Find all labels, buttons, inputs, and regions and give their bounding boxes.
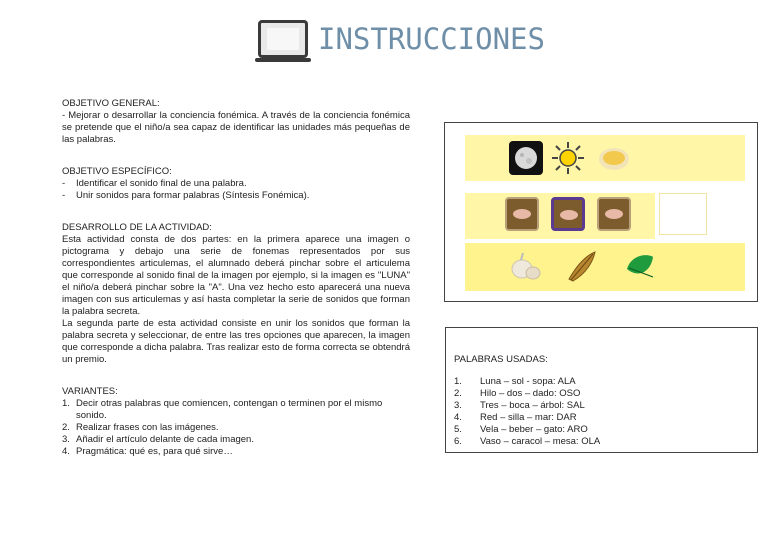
activity-preview xyxy=(444,122,758,302)
objetivo-especifico-heading: OBJETIVO ESPECÍFICO: xyxy=(62,166,172,177)
garlic-icon[interactable] xyxy=(509,249,543,283)
list-item: 4. Pragmática: qué es, para qué sirve… xyxy=(62,446,233,457)
list-item: 4. Red – silla – mar: DAR xyxy=(454,411,577,423)
mouth-icon[interactable] xyxy=(505,197,539,231)
soup-icon[interactable] xyxy=(597,141,631,175)
objetivo-general-text: - Mejorar o desarrollar la conciencia fonémica. A través de la conciencia fonémica se pretende que el niño/a sea capaz de identificar las unidades más pequeñas de las palabras. xyxy=(62,110,410,145)
objetivos-especificos-list xyxy=(62,178,410,202)
leaf-icon[interactable] xyxy=(623,249,657,283)
list-item: 1. Decir otras palabras que comiencen, contengan o terminen por el mismo sonido. xyxy=(62,398,383,421)
palabras-heading: PALABRAS USADAS: xyxy=(454,353,548,365)
feather-icon[interactable] xyxy=(565,249,599,283)
list-item: 6. Vaso – caracol – mesa: OLA xyxy=(454,435,601,447)
list-item: 2. Hilo – dos – dado: OSO xyxy=(454,387,581,399)
page-title: INSTRUCCIONES xyxy=(318,22,545,56)
answer-slot xyxy=(659,193,707,235)
header xyxy=(258,16,545,62)
desarrollo-paragraph-2: La segunda parte de esta actividad consiste en unir los sonidos que forman la palabra secreta y seleccionar, de entre las tres opciones que aparecen, la imagen que corresponde a dicha palabra. Tras realizar esto de forma correcta se obtendrá un premio. xyxy=(62,318,410,365)
list-item: 3. Tres – boca – árbol: SAL xyxy=(454,399,585,411)
objetivo-general-heading: OBJETIVO GENERAL: xyxy=(62,98,160,109)
mouth-icon[interactable] xyxy=(551,197,585,231)
list-item: 3. Añadir el artículo delante de cada imagen. xyxy=(62,434,254,445)
instructions-document xyxy=(62,98,410,458)
options-row xyxy=(465,243,745,291)
mouth-icon[interactable] xyxy=(597,197,631,231)
variantes-list xyxy=(62,398,410,458)
moon-icon[interactable] xyxy=(509,141,543,175)
list-item: 1. Luna – sol - sopa: ALA xyxy=(454,375,576,387)
desarrollo-paragraph-1: Esta actividad consta de dos partes: en la primera aparece una imagen o pictograma y debajo una serie de fonemas representados por sus correspondientes articulemas, el alumnado deberá pinchar sobre el articulema que corresponde al sonido final de la imagen por ejemplo, si la imagen es "LUNA" el niño/a deberá pinchar sobre la "A". Una vez hecho esto aparecerá una nueva imagen con sus articulemas y así hasta completar la serie de sonidos que forman la palabra secreta. xyxy=(62,234,410,317)
list-item: 5. Vela – beber – gato: ARO xyxy=(454,423,588,435)
sun-icon[interactable] xyxy=(551,141,585,175)
list-item: 2. Realizar frases con las imágenes. xyxy=(62,422,219,433)
desarrollo-heading: DESARROLLO DE LA ACTIVIDAD: xyxy=(62,222,212,233)
list-item: - Identificar el sonido final de una palabra. xyxy=(62,178,410,190)
palabras-usadas-box xyxy=(445,327,758,453)
list-item: - Unir sonidos para formar palabras (Síntesis Fonémica). xyxy=(62,190,410,202)
tv-icon xyxy=(258,20,308,58)
variantes-heading: VARIANTES: xyxy=(62,386,118,397)
